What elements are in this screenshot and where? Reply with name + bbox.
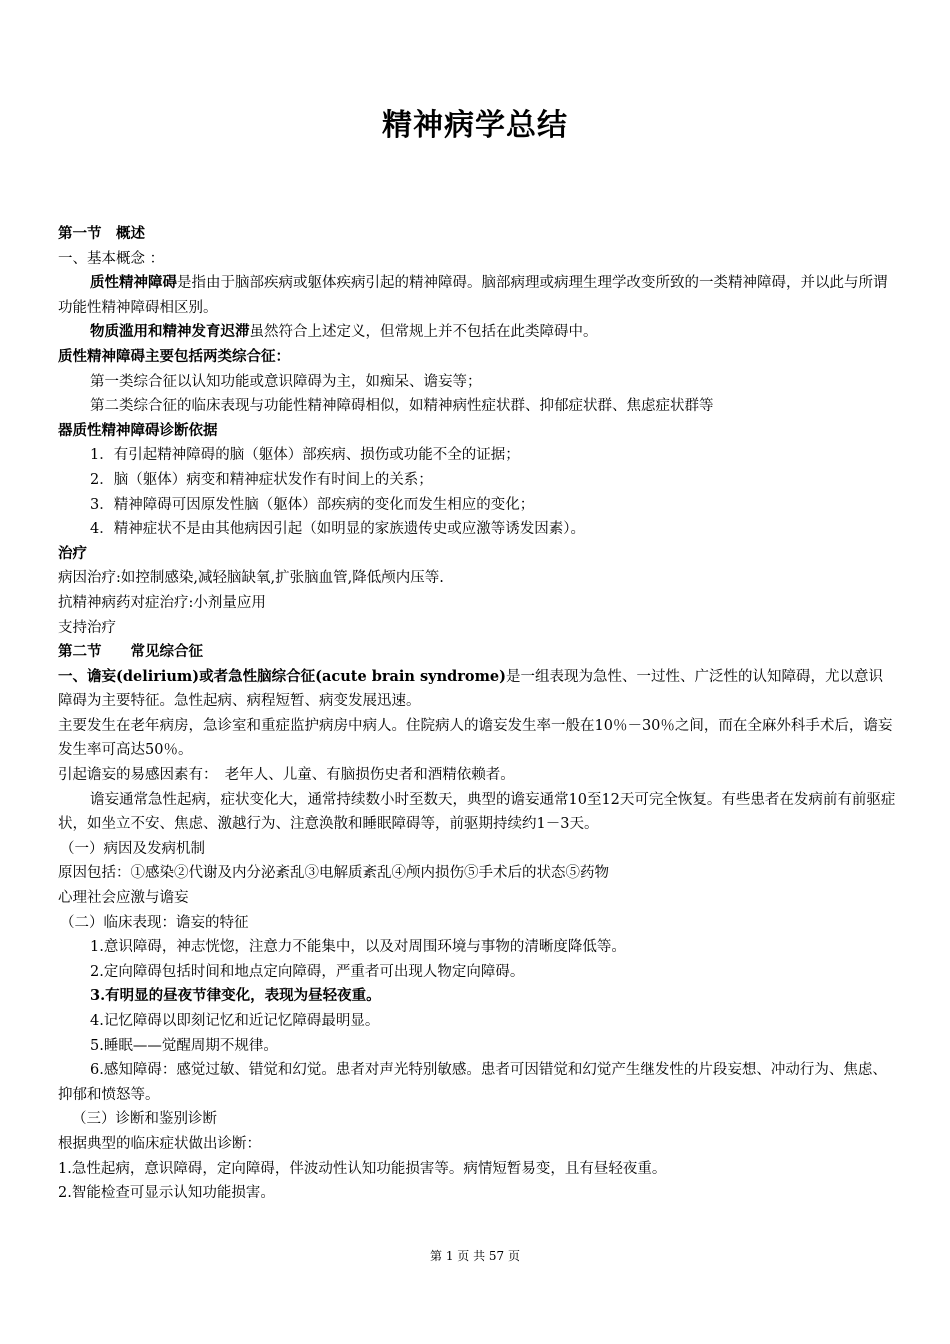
diagnosis-basis-heading: 器质性精神障碍诊断依据: [58, 421, 218, 439]
feature-item: 6.感知障碍：感觉过敏、错觉和幻觉。患者对声光特别敏感。患者可因错觉和幻觉产生继发性的片段妄想、冲动行为、焦虑、抑郁和愤怒等。: [58, 1062, 887, 1103]
incidence-paragraph: 主要发生在老年病房，急诊室和重症监护病房中病人。住院病人的谵妄发生率一般在10％－30％之间，而在全麻外科手术后，谵妄发生率可高达50％。: [58, 717, 893, 759]
diagnosis-item: 2.智能检查可显示认知功能损害。: [58, 1185, 275, 1202]
page-footer: 第 1 页 共 57 页: [430, 1249, 520, 1263]
diagnosis-basis-item: 4．精神症状不是由其他病因引起（如明显的家族遗传史或应激等诱发因素）。: [90, 521, 585, 538]
etiology-heading: （一）病因及发病机制: [60, 840, 205, 857]
syndrome-item: 第二类综合征的临床表现与功能性精神障碍相似，如精神病性症状群、抑郁症状群、焦虑症状群等: [90, 398, 714, 415]
definition-text: 虽然符合上述定义，但常规上并不包括在此类障碍中。: [249, 324, 598, 341]
feature-item: 3.有明显的昼夜节律变化，表现为昼轻夜重。: [90, 987, 381, 1005]
diagnosis-item: 1.急性起病，意识障碍，定向障碍，伴波动性认知功能损害等。病情短暂易变，且有昼轻夜重。: [58, 1160, 667, 1177]
document-title: 精神病学总结: [382, 108, 568, 143]
syndromes-heading: 质性精神障碍主要包括两类综合征：: [58, 347, 290, 365]
definition-text: 是指由于脑部疾病或躯体疾病引起的精神障碍。脑部病理或病理生理学改变所致的一类精神障碍，并以此与所谓功能性精神障碍相区别。: [58, 275, 888, 316]
document-body: [58, 222, 896, 1206]
treatment-heading: 治疗: [58, 544, 87, 562]
section1-heading: 第一节 概述: [58, 225, 145, 242]
clinical-heading: （二）临床表现：谵妄的特征: [60, 914, 249, 931]
course-paragraph: 谵妄通常急性起病，症状变化大，通常持续数小时至数天，典型的谵妄通常10至12天可完全恢复。有些患者在发病前有前驱症状，如坐立不安、焦虑、激越行为、注意涣散和睡眠障碍等，前驱期持续约1－3天。: [58, 791, 896, 833]
section2-heading: 第二节 常见综合征: [58, 643, 203, 661]
etiology-causes: 原因包括：①感染②代谢及内分泌紊乱③电解质紊乱④颅内损伤⑤手术后的状态⑤药物: [58, 865, 609, 882]
diagnosis-intro: 根据典型的临床症状做出诊断：: [58, 1135, 261, 1152]
diagnosis-basis-item: 1．有引起精神障碍的脑（躯体）部疾病、损伤或功能不全的证据；: [90, 447, 520, 464]
risk-factors-paragraph: 引起谵妄的易感因素有： 老年人、儿童、有脑损伤史者和酒精依赖者。: [58, 767, 515, 784]
delirium-definition: [58, 665, 896, 714]
diagnosis-basis-item: 2．脑（躯体）病变和精神症状发作有时间上的关系；: [90, 471, 433, 488]
feature-item: 5.睡眠——觉醒周期不规律。: [90, 1037, 278, 1054]
diagnosis-basis-item: 3．精神障碍可因原发性脑（躯体）部疾病的变化而发生相应的变化；: [90, 496, 535, 513]
feature-item: 1.意识障碍，神志恍惚，注意力不能集中，以及对周围环境与事物的清晰度降低等。: [90, 939, 626, 956]
definition-term: 质性精神障碍: [90, 274, 177, 292]
treatment-item: 支持治疗: [58, 619, 116, 636]
treatment-item: 抗精神病药对症治疗:小剂量应用: [58, 594, 266, 611]
diagnosis-heading: （三）诊断和鉴别诊断: [72, 1111, 217, 1128]
basic-concept-heading: 一、基本概念 ：: [58, 250, 165, 267]
definition-term: 物质滥用和精神发育迟滞: [90, 323, 250, 341]
syndrome-item: 第一类综合征以认知功能或意识障碍为主，如痴呆、谵妄等；: [90, 373, 482, 390]
feature-item: 4.记忆障碍以即刻记忆和近记忆障碍最明显。: [90, 1013, 380, 1029]
treatment-item: 病因治疗:如控制感染,减轻脑缺氧,扩张脑血管,降低颅内压等.: [58, 570, 444, 587]
psychosocial-line: 心理社会应激与谵妄: [58, 890, 189, 907]
definition-paragraph-2: [58, 320, 896, 345]
delirium-definition-text: 是一组表现为急性、一过性、广泛性的认知障碍，尤以意识障碍为主要特征。急性起病、病程短暂、病变发展迅速。: [58, 668, 884, 710]
delirium-title: 一、谵妄(delirium)或者急性脑综合征(acute brain syndrome): [58, 667, 507, 685]
definition-paragraph-1: [58, 271, 896, 320]
feature-item: 2.定向障碍包括时间和地点定向障碍，严重者可出现人物定向障碍。: [90, 963, 525, 980]
